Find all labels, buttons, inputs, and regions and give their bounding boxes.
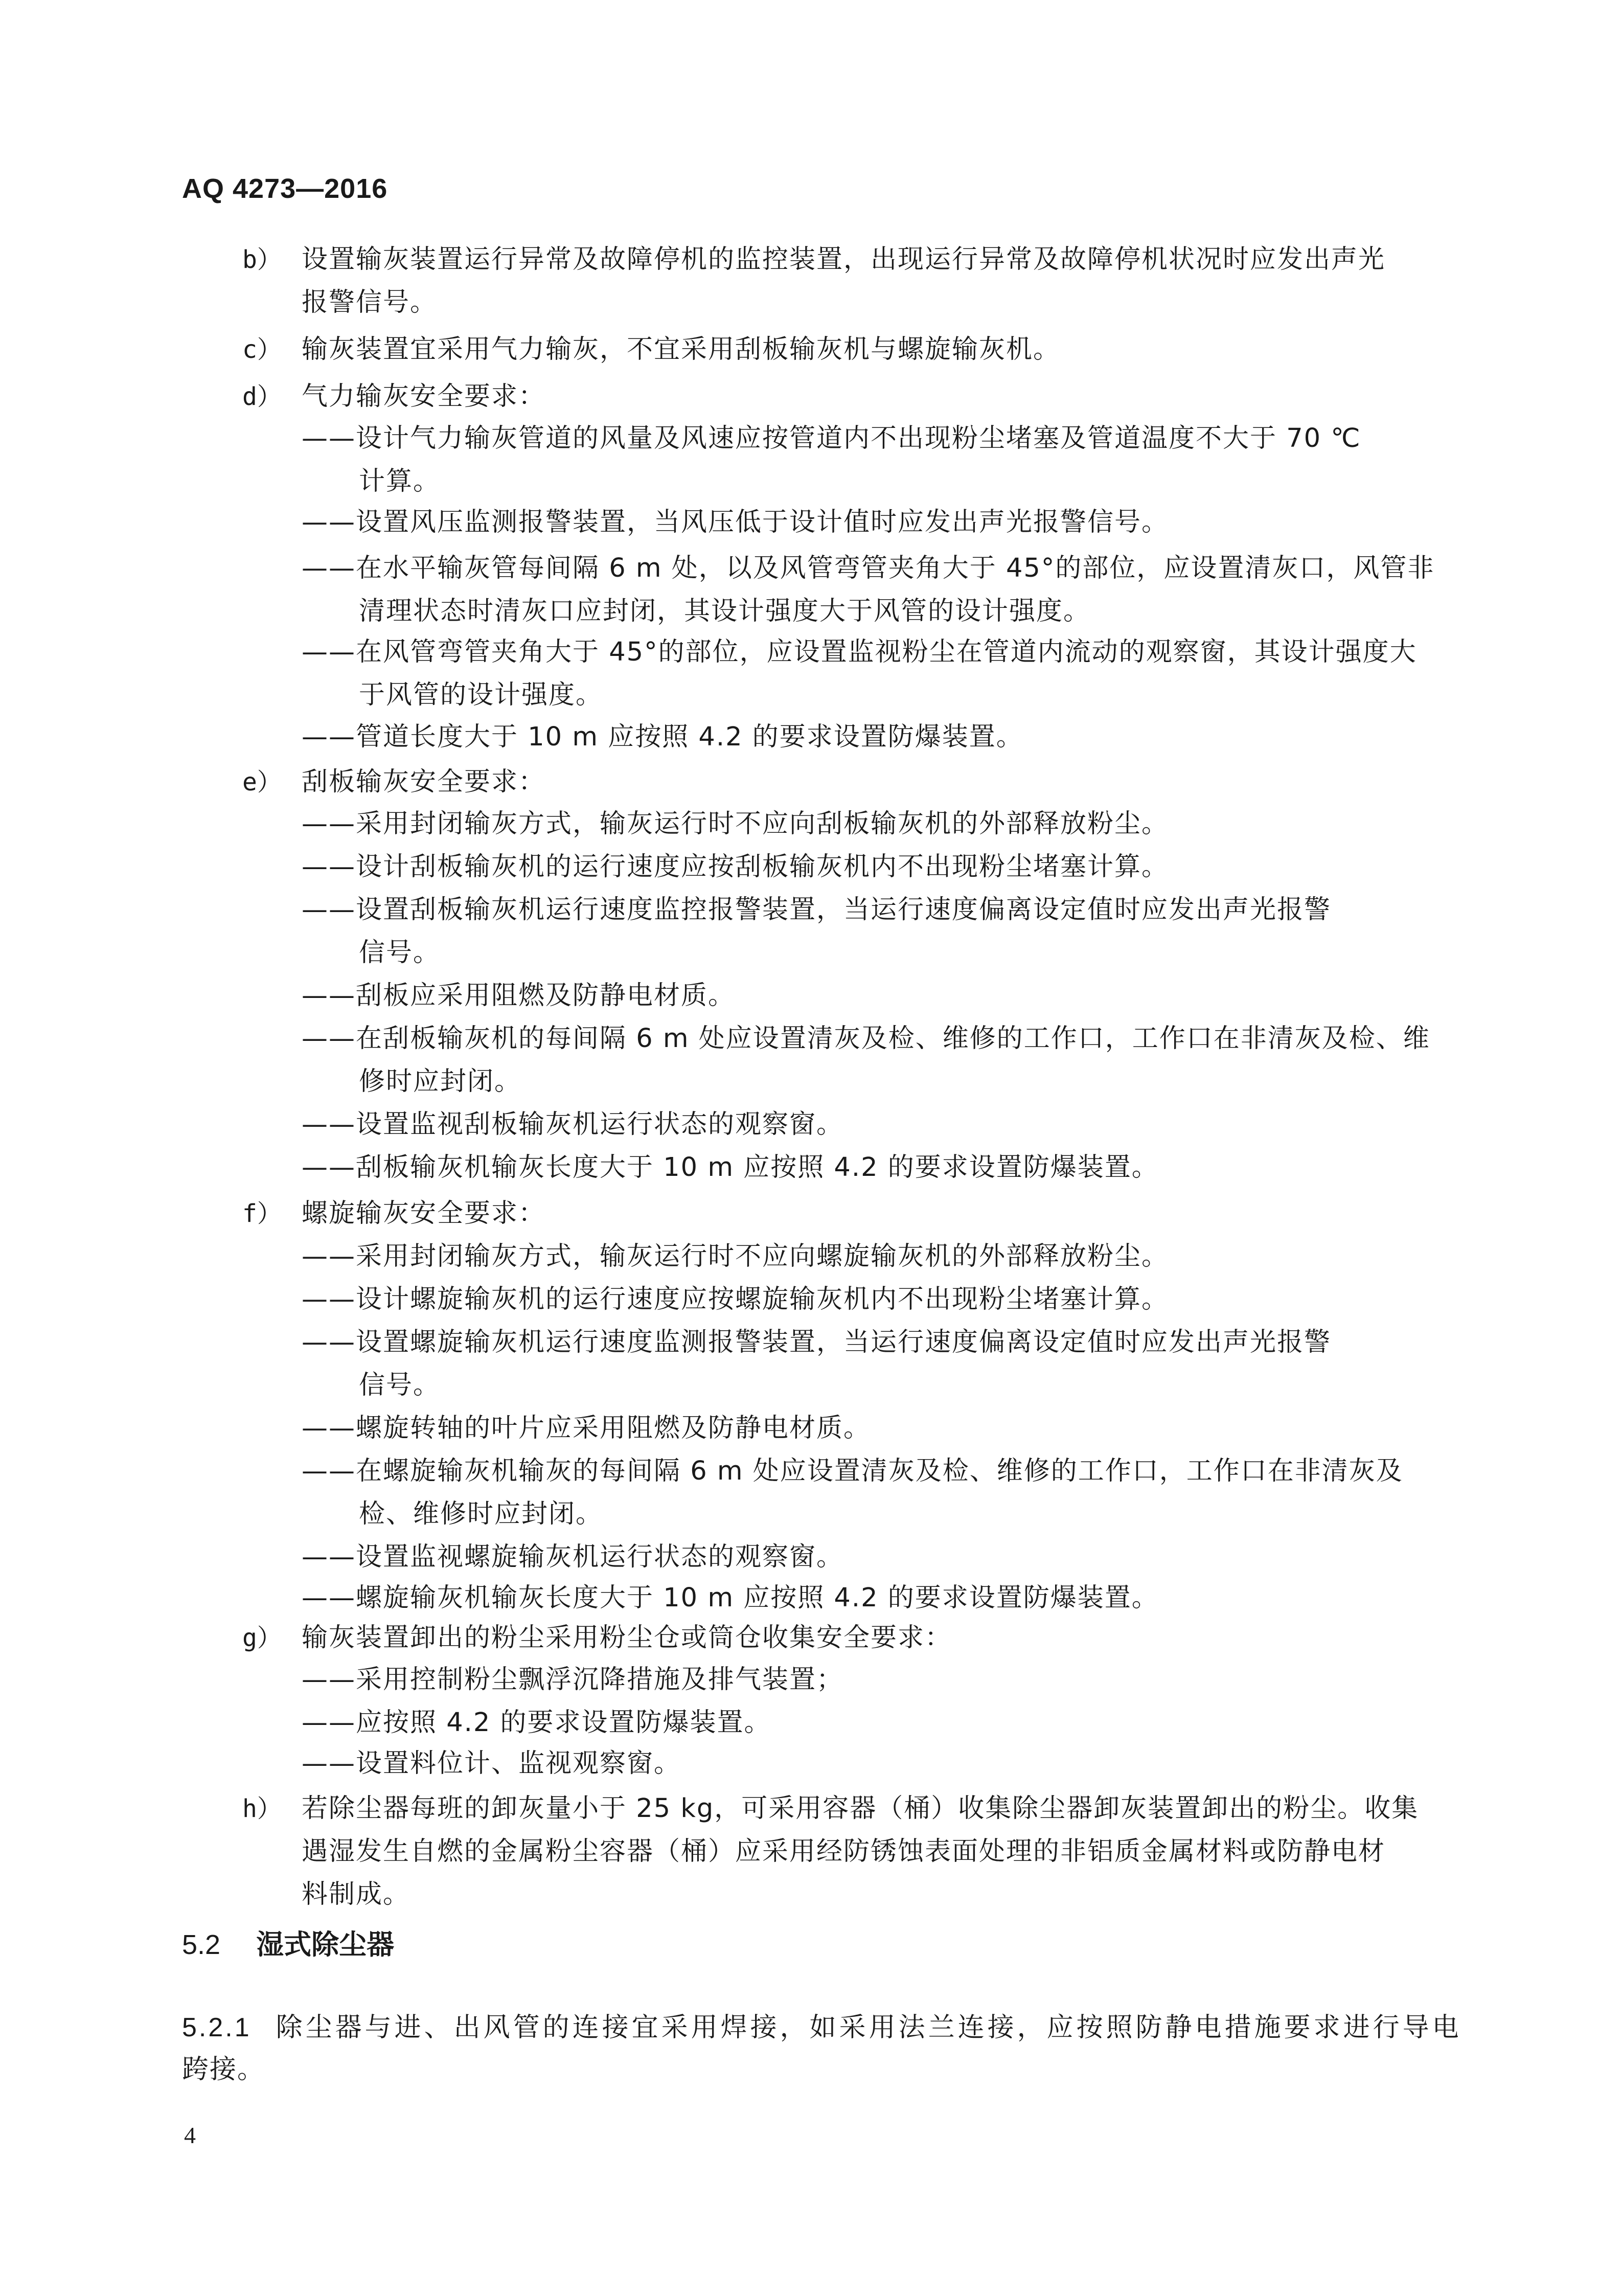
- section-heading: [182, 1924, 394, 1965]
- list-item-line: 报警信号。: [302, 287, 438, 317]
- dash-item-line: 于风管的设计强度。: [359, 680, 603, 710]
- section-title: 湿式除尘器: [256, 1928, 395, 1961]
- list-item-line: 输灰装置卸出的粉尘采用粉尘仓或筒仓收集安全要求：: [302, 1623, 952, 1653]
- list-marker: d）: [242, 382, 282, 411]
- dash-item-line: ——设计刮板输灰机的运行速度应按刮板输灰机内不出现粉尘堵塞计算。: [302, 852, 1169, 882]
- dash-item-line: ——设计螺旋输灰机的运行速度应按螺旋输灰机内不出现粉尘堵塞计算。: [302, 1284, 1169, 1314]
- list-item-line: 螺旋输灰安全要求：: [302, 1198, 546, 1229]
- dash-item-line: ——刮板应采用阻燃及防静电材质。: [302, 981, 736, 1011]
- dash-item-line: ——在刮板输灰机的每间隔 6 m 处应设置清灰及检、维修的工作口，工作口在非清灰及检、维: [302, 1024, 1430, 1054]
- dash-item-line: ——设置螺旋输灰机运行速度监测报警装置，当运行速度偏离设定值时应发出声光报警: [302, 1327, 1332, 1357]
- dash-item-line: ——应按照 4.2 的要求设置防爆装置。: [302, 1708, 771, 1738]
- dash-item-line: 计算。: [359, 466, 441, 496]
- list-item-line: 设置输灰装置运行异常及故障停机的监控装置，出现运行异常及故障停机状况时应发出声光: [302, 244, 1386, 275]
- list-marker: h）: [242, 1794, 282, 1823]
- dash-item-line: ——螺旋输灰机输灰长度大于 10 m 应按照 4.2 的要求设置防爆装置。: [302, 1583, 1159, 1613]
- dash-item-line: ——采用封闭输灰方式，输灰运行时不应向螺旋输灰机的外部释放粉尘。: [302, 1241, 1169, 1271]
- list-item-line: 料制成。: [302, 1879, 410, 1909]
- list-marker: e）: [242, 768, 282, 797]
- list-item-line: 刮板输灰安全要求：: [302, 767, 546, 797]
- dash-item-line: ——在螺旋输灰机输灰的每间隔 6 m 处应设置清灰及检、维修的工作口，工作口在非清灰及: [302, 1456, 1403, 1486]
- dash-item-line: 检、维修时应封闭。: [359, 1499, 603, 1529]
- dash-item-line: 信号。: [359, 1370, 441, 1400]
- dash-item-line: ——刮板输灰机输灰长度大于 10 m 应按照 4.2 的要求设置防爆装置。: [302, 1152, 1159, 1183]
- dash-item-line: ——采用控制粉尘飘浮沉降措施及排气装置；: [302, 1665, 844, 1695]
- dash-item-line: 清理状态时清灰口应封闭，其设计强度大于风管的设计强度。: [359, 596, 1091, 626]
- dash-item-line: ——设置监视刮板输灰机运行状态的观察窗。: [302, 1109, 844, 1140]
- dash-item-line: 信号。: [359, 938, 441, 968]
- document-header: AQ 4273—2016: [182, 173, 388, 204]
- list-item-line: 遇湿发生自燃的金属粉尘容器（桶）应采用经防锈蚀表面处理的非铝质金属材料或防静电材: [302, 1836, 1386, 1867]
- dash-item-line: ——设置监视螺旋输灰机运行状态的观察窗。: [302, 1542, 844, 1572]
- section-number: 5.2: [182, 1929, 221, 1960]
- dash-item-line: ——管道长度大于 10 m 应按照 4.2 的要求设置防爆装置。: [302, 722, 1023, 752]
- list-marker: c）: [242, 335, 282, 364]
- dash-item-line: 修时应封闭。: [359, 1066, 522, 1097]
- dash-item-line: ——采用封闭输灰方式，输灰运行时不应向刮板输灰机的外部释放粉尘。: [302, 809, 1169, 839]
- dash-item-line: ——螺旋转轴的叶片应采用阻燃及防静电材质。: [302, 1413, 871, 1443]
- clause-number: 5.2.1: [182, 2013, 252, 2042]
- list-marker: g）: [242, 1624, 282, 1652]
- dash-item-line: ——设置刮板输灰机运行速度监控报警装置，当运行速度偏离设定值时应发出声光报警: [302, 895, 1332, 925]
- clause-line-1: [182, 2007, 1462, 2048]
- clause-line-2: 跨接。: [182, 2054, 265, 2085]
- dash-item-line: ——设计气力输灰管道的风量及风速应按管道内不出现粉尘堵塞及管道温度不大于 70 ℃: [302, 423, 1361, 453]
- clause-text-1: 除尘器与进、出风管的连接宜采用焊接，如采用法兰连接，应按照防静电措施要求进行导电: [276, 2012, 1462, 2043]
- dash-item-line: ——设置风压监测报警装置，当风压低于设计值时应发出声光报警信号。: [302, 507, 1169, 537]
- page-number: 4: [184, 2122, 196, 2148]
- dash-item-line: ——在风管弯管夹角大于 45°的部位，应设置监视粉尘在管道内流动的观察窗，其设计强度大: [302, 637, 1417, 667]
- dash-item-line: ——在水平输灰管每间隔 6 m 处，以及风管弯管夹角大于 45°的部位，应设置清灰口，风管非: [302, 553, 1435, 583]
- list-marker: f）: [242, 1199, 282, 1228]
- list-marker: b）: [242, 245, 282, 274]
- list-item-line: 若除尘器每班的卸灰量小于 25 kg，可采用容器（桶）收集除尘器卸灰装置卸出的粉尘。收集: [302, 1793, 1419, 1824]
- dash-item-line: ——设置料位计、监视观察窗。: [302, 1748, 681, 1779]
- list-item-line: 输灰装置宜采用气力输灰，不宜采用刮板输灰机与螺旋输灰机。: [302, 334, 1061, 365]
- list-item-line: 气力输灰安全要求：: [302, 381, 546, 412]
